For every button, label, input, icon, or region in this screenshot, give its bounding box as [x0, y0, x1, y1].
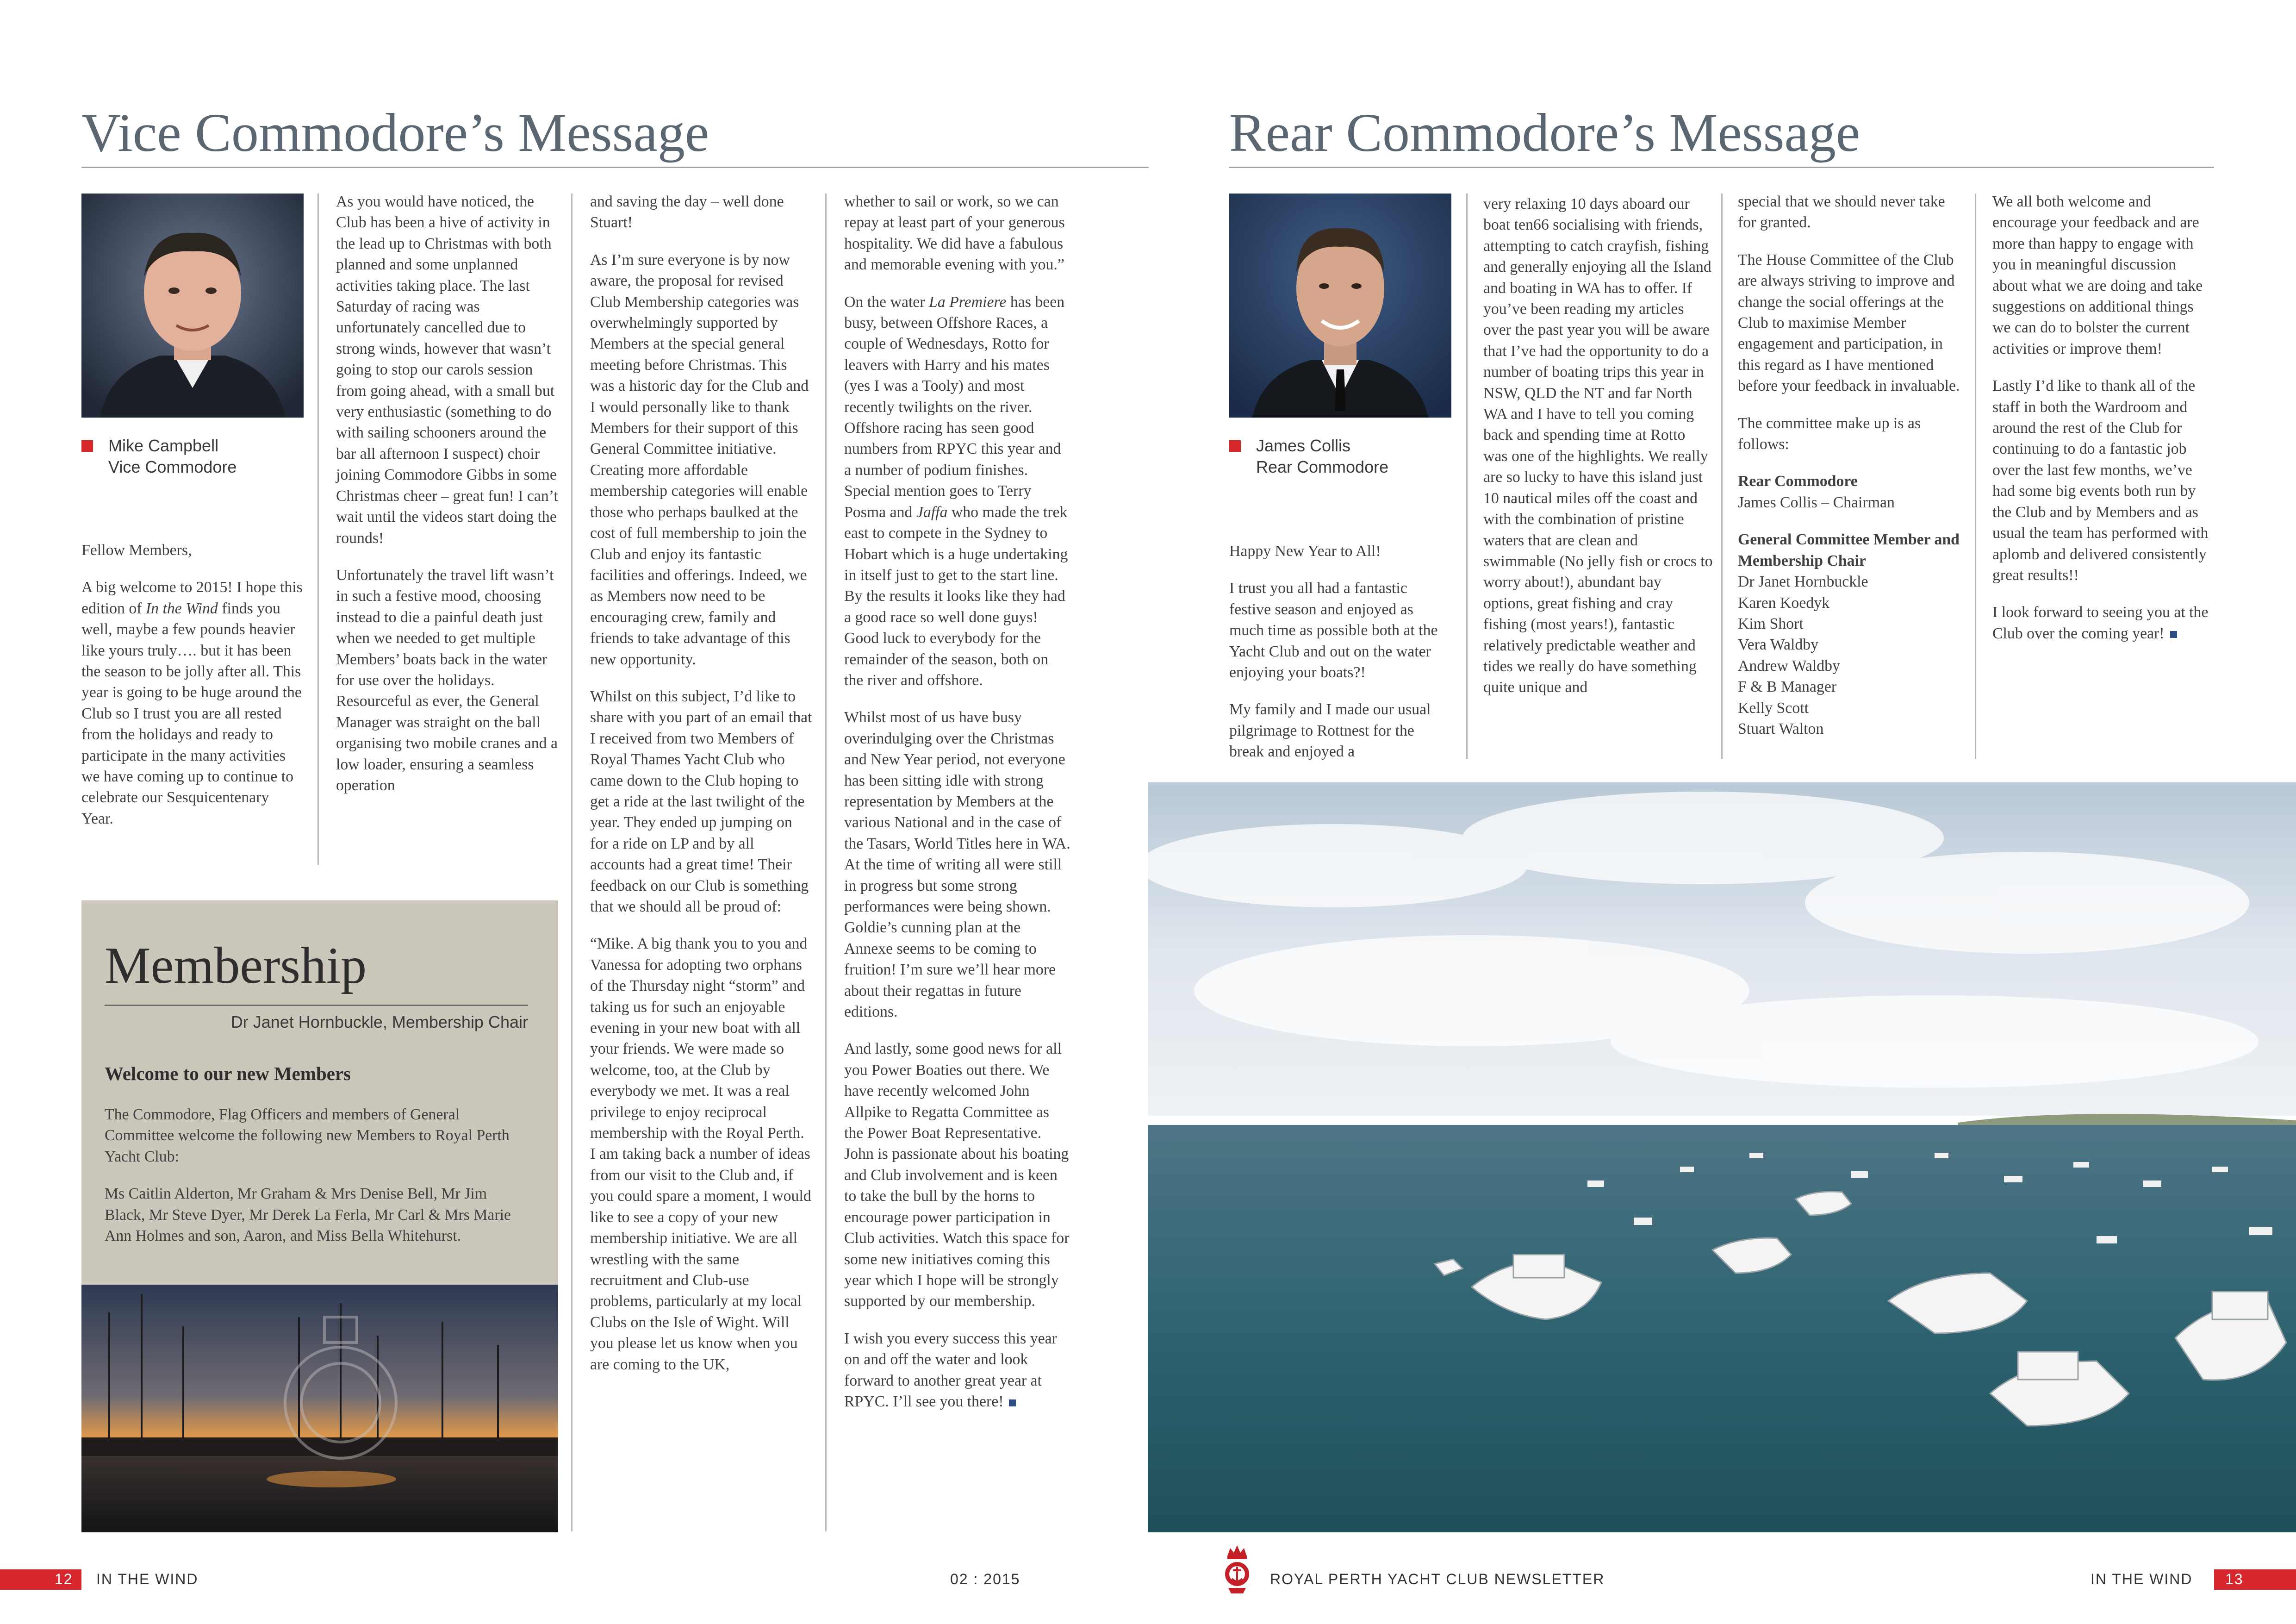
- paragraph: Whilst most of us have busy overindulging over the Christmas and New Year period, not everyone has been sitting idle with strong representation by Members at the various National and in the case of the Tasars, World Titles here in WA. At the time of writing all were still in progress but some strong performances were being shown. Goldie’s cunning plan at the Annexe seems to be coming to fruition! I’m sure we’ll hear more about their regattas in future editions.: [844, 709, 1070, 1021]
- vice-column-3: [590, 191, 812, 1391]
- membership-rule: [105, 1005, 528, 1006]
- paragraph: special that we should never take for granted.: [1738, 193, 1945, 231]
- page-title-vice: Vice Commodore’s Message: [81, 102, 709, 163]
- committee-heading: General Committee Member and Membership Chair: [1738, 531, 1960, 569]
- paragraph: Unfortunately the travel lift wasn’t in such a festive mood, choosing instead to die a painful death just when we needed to get multiple Members’ boats back in the water for use over the holidays. Resourceful as ever, the General Manager was straight on the ball organising two mobile cranes and a low loader, ensuring a seamless operation: [336, 566, 558, 794]
- paragraph: I trust you all had a fantastic festive season and enjoyed as much time as possible both at the Yacht Club and out on the water enjoying your boats?!: [1229, 580, 1438, 681]
- column-divider: [1975, 194, 1976, 759]
- paragraph: whether to sail or work, so we can repay at least part of your generous hospitality. We did have a fabulous and memorable evening with you.”: [844, 193, 1065, 274]
- paragraph: Lastly I’d like to thank all of the staff in both the Wardroom and around the rest of the Club for continuing to do a fantastic job over the last few months, we’ve had some big events both run by the Club and by Members and as usual the team has performed with aplomb and delivered consistently great results!!: [1992, 377, 2209, 584]
- committee-list: [1738, 571, 1960, 739]
- list-item: Vera Waldby: [1738, 636, 1819, 654]
- paragraph: My family and I made our usual pilgrimage to Rottnest for the break and enjoyed a: [1229, 701, 1431, 761]
- vice-column-2: [336, 191, 561, 812]
- paragraph: The committee make up is as follows:: [1738, 414, 1921, 453]
- rear-column-4: [1992, 191, 2215, 660]
- list-item: Kim Short: [1738, 615, 1804, 632]
- list-item: F & B Manager: [1738, 678, 1837, 696]
- rear-column-3: [1738, 191, 1960, 739]
- royal-perth-crest-icon: [1223, 1543, 1251, 1596]
- paragraph: very relaxing 10 days aboard our boat ten66 socialising with friends, attempting to catch crayfish, fishing and generally enjoying all the Island and boating in WA has to offer. If you’ve been reading my articles over the past year you will be aware that I’ve had the opportunity to do a number of boating trips this year in NSW, QLD the NT and far North WA and I have to tell you coming back and spending time at Rotto was one of the highlights. We really are so lucky to have this island just 10 nautical miles off the coast and with the combination of pristine waters that are clean and swimmable (No jelly fish or crocs to worry about!), abundant bay options, great fishing and cray fishing (most years!), fantastic relatively predictable weather and tides we really do have something quite unique and: [1483, 195, 1713, 696]
- vice-caption: [108, 435, 236, 478]
- vice-column-4: [844, 191, 1071, 1428]
- paragraph: A big welcome to 2015! I hope this edition of In the Wind finds you well, maybe a few pounds heavier like yours truly…. but it has been the season to be jolly after all. This year is going to be huge around the Club so I trust you are all rested from the holidays and ready to participate in the many activities we have coming up to continue to celebrate our Sesquicentenary Year.: [81, 579, 303, 827]
- paragraph: The Commodore, Flag Officers and members of General Committee welcome the following new Members to Royal Perth Yacht Club:: [105, 1106, 510, 1165]
- end-mark-icon: [2170, 631, 2177, 638]
- column-divider: [317, 194, 319, 865]
- paragraph: and saving the day – well done Stuart!: [590, 193, 784, 231]
- paragraph: I wish you every success this year on and off the water and look forward to another great year at RPYC. I’ll see you there!: [844, 1330, 1057, 1410]
- caption-name: Mike Campbell: [108, 436, 219, 455]
- column-divider: [1466, 194, 1468, 759]
- page-title-rear: Rear Commodore’s Message: [1229, 102, 1860, 163]
- list-item: Stuart Walton: [1738, 720, 1824, 737]
- membership-heading: Welcome to our new Members: [105, 1063, 351, 1084]
- page-number-right: 13: [2225, 1571, 2244, 1587]
- committee-chair: James Collis – Chairman: [1738, 493, 1895, 511]
- marina-sunset-photo: [81, 1285, 558, 1532]
- list-item: Karen Koedyk: [1738, 594, 1830, 612]
- rear-column-2: [1483, 194, 1713, 714]
- list-item: Dr Janet Hornbuckle: [1738, 573, 1868, 591]
- list-item: Kelly Scott: [1738, 699, 1809, 717]
- paragraph: I look forward to seeing you at the Club over the coming year!: [1992, 604, 2209, 642]
- caption-marker-icon: [81, 440, 93, 452]
- paragraph: As you would have noticed, the Club has been a hive of activity in the lead up to Christmas with both planned and some unplanned activities taking place. The last Saturday of racing was unfortunately cancelled due to strong winds, however that wasn’t going to stop our carols session from going ahead, with a small but very enthusiastic (something to do with sailing schooners around the bar all afternoon I suspect) choir joining Commodore Gibbs in some Christmas cheer – great fun! I can’t wait until the videos start doing the rounds!: [336, 193, 558, 547]
- issue-date: 02 : 2015: [950, 1571, 1020, 1587]
- paragraph: Whilst on this subject, I’d like to share with you part of an email that I received from two Members of Royal Thames Yacht Club who came down to the Club hoping to get a ride at the last twilight of the year. They ended up jumping on for a ride on LP and by all accounts had a great time! Their feedback on our Club is something that we should all be proud of:: [590, 687, 812, 915]
- paragraph: Happy New Year to All!: [1229, 543, 1381, 560]
- magazine-name-right: IN THE WIND: [2091, 1571, 2193, 1587]
- vice-column-1: [81, 540, 304, 845]
- greeting: Fellow Members,: [81, 542, 192, 559]
- list-item: Andrew Waldby: [1738, 657, 1840, 675]
- paragraph: “Mike. A big thank you to you and Vanessa for adopting two orphans of the Thursday night “storm” and taking us for such an enjoyable evening in your new boat with all your friends. We were made so welcome, too, at the Club by everybody we met. It was a real privilege to enjoy reciprocal membership with the Royal Perth. I am taking back a number of ideas from our visit to the Club and, if you could spare a moment, I would like to see a copy of your new membership initiative. We are all wrestling with the same recruitment and Club-use problems, particularly at my local Clubs on the Isle of Wight. Will you please let us know when you are coming to the UK,: [590, 935, 811, 1373]
- page-number-left: 12: [55, 1571, 73, 1587]
- title-rule: [81, 167, 1149, 168]
- column-divider: [1721, 194, 1723, 759]
- paragraph: On the water La Premiere has been busy, between Offshore Races, a couple of Wednesdays, Rotto for leavers with Harry and his mates (yes I was a Tooly) and most recently twilights on the river. Offshore racing has seen good numbers from RPYC this year and a number of podium finishes. Special mention goes to Terry Posma and Jaffa who made the trek east to compete in the Sydney to Hobart which is a huge undertaking in itself just to get to the start line. By the results it looks like they had a good race so well done guys! Good luck to everybody for the remainder of the season, both on the river and offshore.: [844, 293, 1068, 689]
- column-divider: [825, 194, 827, 1531]
- column-divider: [571, 194, 572, 1531]
- title-rule: [1229, 167, 2214, 168]
- rear-caption: [1256, 435, 1388, 478]
- paragraph: Ms Caitlin Alderton, Mr Graham & Mrs Denise Bell, Mr Jim Black, Mr Steve Dyer, Mr Derek La Ferla, Mr Carl & Mrs Marie Ann Holmes and son, Aaron, and Miss Bella Whitehurst.: [105, 1185, 511, 1245]
- vice-commodore-photo: [81, 194, 304, 418]
- end-mark-icon: [1009, 1399, 1016, 1406]
- paragraph: As I’m sure everyone is by now aware, the proposal for revised Club Membership categories was overwhelmingly supported by Members at the special general meeting before Christmas. This was a historic day for the Club and I would personally like to thank Members for their support of this General Committee initiative. Creating more affordable membership categories will enable those who perhaps baulked at the cost of full membership to join the Club and enjoy its fantastic facilities and offerings. Indeed, we as Members now need to be encouraging crew, family and friends to take advantage of this new opportunity.: [590, 251, 809, 668]
- aerial-boats-photo: [1148, 782, 2296, 1532]
- paragraph: The House Committee of the Club are always striving to improve and change the social offerings at the Club to maximise Member engagement and participation, in this regard as I have mentioned before your feedback in invaluable.: [1738, 251, 1960, 395]
- membership-box: [81, 900, 558, 1285]
- paragraph: We all both welcome and encourage your feedback and are more than happy to engage with you in meaningful discussion about what we are doing and take suggestions on additional things we can do to bolster the current activities or improve them!: [1992, 193, 2203, 357]
- caption-role: Vice Commodore: [108, 457, 237, 476]
- club-newsletter-name: ROYAL PERTH YACHT CLUB NEWSLETTER: [1270, 1571, 1605, 1587]
- portrait-icon: [1229, 194, 1451, 418]
- caption-name: James Collis: [1256, 436, 1351, 455]
- magazine-name-left: IN THE WIND: [96, 1571, 199, 1587]
- committee-heading: Rear Commodore: [1738, 473, 1858, 490]
- rear-commodore-photo: [1229, 194, 1451, 418]
- paragraph: And lastly, some good news for all you Power Boaties out there. We have recently welcomed John Allpike to Regatta Committee as the Power Boat Representative. John is passionate about his boating and Club involvement and is keen to take the bull by the horns to encourage power participation in Club activities. Watch this space for some new initiatives coming this year which I hope will be strongly supported by our membership.: [844, 1040, 1070, 1310]
- caption-role: Rear Commodore: [1256, 457, 1389, 476]
- membership-title: Membership: [105, 937, 367, 994]
- rear-column-1: [1229, 541, 1451, 779]
- portrait-icon: [81, 194, 304, 418]
- membership-byline: Dr Janet Hornbuckle, Membership Chair: [230, 1012, 528, 1031]
- caption-marker-icon: [1229, 440, 1241, 452]
- membership-text: [105, 1104, 521, 1262]
